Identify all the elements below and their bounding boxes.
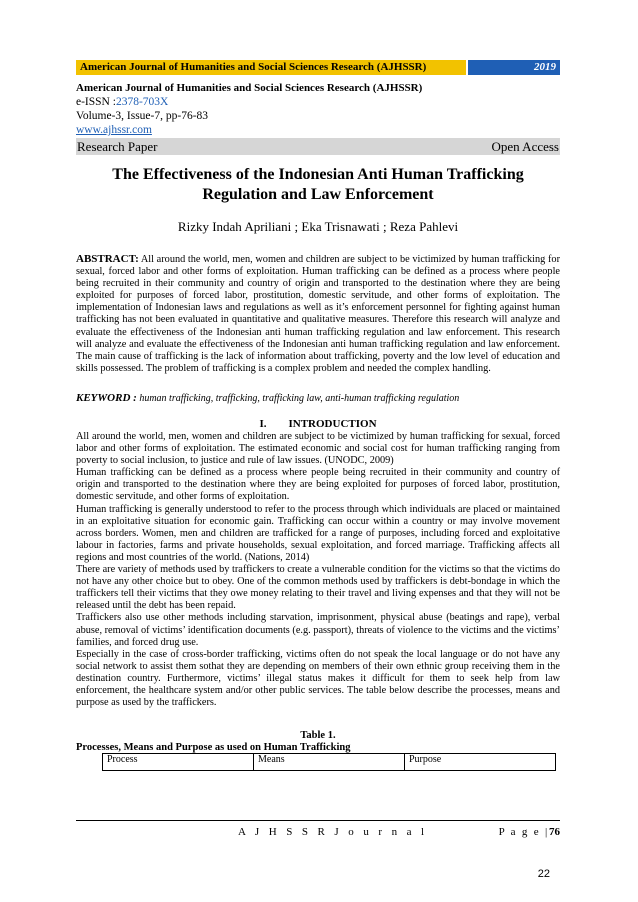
keywords <box>76 392 560 405</box>
section-heading <box>76 418 560 430</box>
footer-page <box>499 826 560 838</box>
intro-paragraph: Human trafficking is generally understood to refer to the process through which individuals are placed or maintained in an exploitative situation for economic gain. Trafficking can occur within a country or may involve movement across borders. Women, men and children are trafficked for a range of purposes, including forced and exploitative labour in factories, farms and private households, sexual exploitation, and forced marriage. Trafficking affects all regions and most countries of the world. (Nations, 2014) <box>76 503 560 563</box>
volume-info: Volume-3, Issue-7, pp-76-83 <box>76 110 209 122</box>
footer-divider <box>76 820 560 821</box>
issn-line <box>76 95 560 109</box>
keywords-text: human trafficking, trafficking, trafficking law, anti-human trafficking regulation <box>139 393 460 404</box>
journal-name: American Journal of Humanities and Social Sciences Research (AJHSSR) <box>76 82 423 94</box>
table-header-cell: Process <box>103 754 254 771</box>
intro-paragraph: All around the world, men, women and children are subject to be victimized by human trafficking for sexual, forced labor and other forms of exploitation. The estimated economic and social cost for human trafficking ranging from poverty to social inclusion, to justice and rule of law issues. (UNODC, 2009) <box>76 431 560 467</box>
journal-banner <box>76 60 560 75</box>
banner-year: 2019 <box>466 60 560 75</box>
paper-title: The Effectiveness of the Indonesian Anti Human Trafficking Regulation and Law Enforcement <box>112 166 524 203</box>
journal-website-link[interactable]: www.ajhssr.com <box>76 124 152 136</box>
abstract <box>76 253 560 375</box>
issn-label: e-ISSN : <box>76 96 116 108</box>
intro-paragraph: Traffickers also use other methods including starvation, imprisonment, physical abuse (beatings and rape), verbal abuse, removal of victims’ identification documents (e.g. passport), threats of violence to the victims and the victims’ families, and forced drug use. <box>76 612 560 648</box>
section-number: I. <box>259 418 267 430</box>
intro-paragraph: Human trafficking can be defined as a process where people being recruited in their community and country of origin and transported to the destination where they are being exploited for purposes of forced labor, prostitution, domestic servitude, and other forms of exploitation. <box>76 467 560 503</box>
table-header-cell: Purpose <box>405 754 556 771</box>
table-header-row <box>103 754 556 771</box>
slide-number: 22 <box>537 868 550 880</box>
footer-journal: A J H S S R J o u r n a l <box>238 826 428 838</box>
footer-page-number: 76 <box>549 826 560 838</box>
footer-page-label: P a g e | <box>498 826 549 838</box>
section-title: INTRODUCTION <box>288 418 377 430</box>
page-footer <box>76 826 560 840</box>
banner-journal-title: American Journal of Humanities and Social Sciences Research (AJHSSR) <box>76 60 466 75</box>
abstract-text: All around the world, men, women and children are subject to be victimized by human trafficking for sexual, forced labor and other forms of exploitation. Human trafficking can be defined as a process where people being recruited in their community and country of origin and transported to the destination where they are being exploited for purposes of forced labor, prostitution, domestic servitude, and other forms of exploitation. The implementation of Indonesian laws and regulations as well as it’s enforcement personnel for fighting against human trafficking has not been evaluated in quantitative and qualitative measures. Therefore this research will analyze and evaluate the effectiveness of the Indonesian anti human trafficking regulation and law enforcement. This research will analyze and evaluate the effectiveness of the Indonesian anti human trafficking regulation and law enforcement. The main cause of trafficking is the lack of information about trafficking, poverty and the low level of education and skills possessed. The problem of trafficking is a complex problem and needed the complex handling. <box>76 254 560 374</box>
access-type: Open Access <box>491 139 559 154</box>
keywords-label: KEYWORD : <box>76 392 137 404</box>
abstract-label: ABSTRACT: <box>76 253 139 265</box>
table-label: Table 1. <box>300 730 336 741</box>
author-list: Rizky Indah Apriliani ; Eka Trisnawati ; Reza Pahlevi <box>177 219 459 234</box>
processes-table <box>102 753 556 771</box>
table-header-cell: Means <box>254 754 405 771</box>
paper-type-bar <box>76 138 560 155</box>
journal-header <box>76 81 560 137</box>
paper-type: Research Paper <box>77 139 158 154</box>
intro-paragraph: Especially in the case of cross-border trafficking, victims often do not speak the local language or do not have any social network to assist them sothat they are depending on members of their own ethnic group receiving them in the destination country. Furthermore, victims’ illegal status makes it difficult for them to seek help from law enforcement, the healthcare system and/or other public services. The table below describe the processes, means and purpose as used by the traffickers. <box>76 648 560 709</box>
table-caption: Processes, Means and Purpose as used on Human Trafficking <box>76 742 351 753</box>
introduction-body <box>76 431 560 709</box>
issn-number: 2378-703X <box>115 96 169 108</box>
intro-paragraph: There are variety of methods used by traffickers to create a vulnerable condition for the victims so that the victims do not have any other choice but to obey. One of the common methods used by traffickers is debt-bondage in which the traffickers tell their victims that they owe money relating to their travel and living expenses and that they will not be released until the debt has been repaid. <box>76 564 560 612</box>
